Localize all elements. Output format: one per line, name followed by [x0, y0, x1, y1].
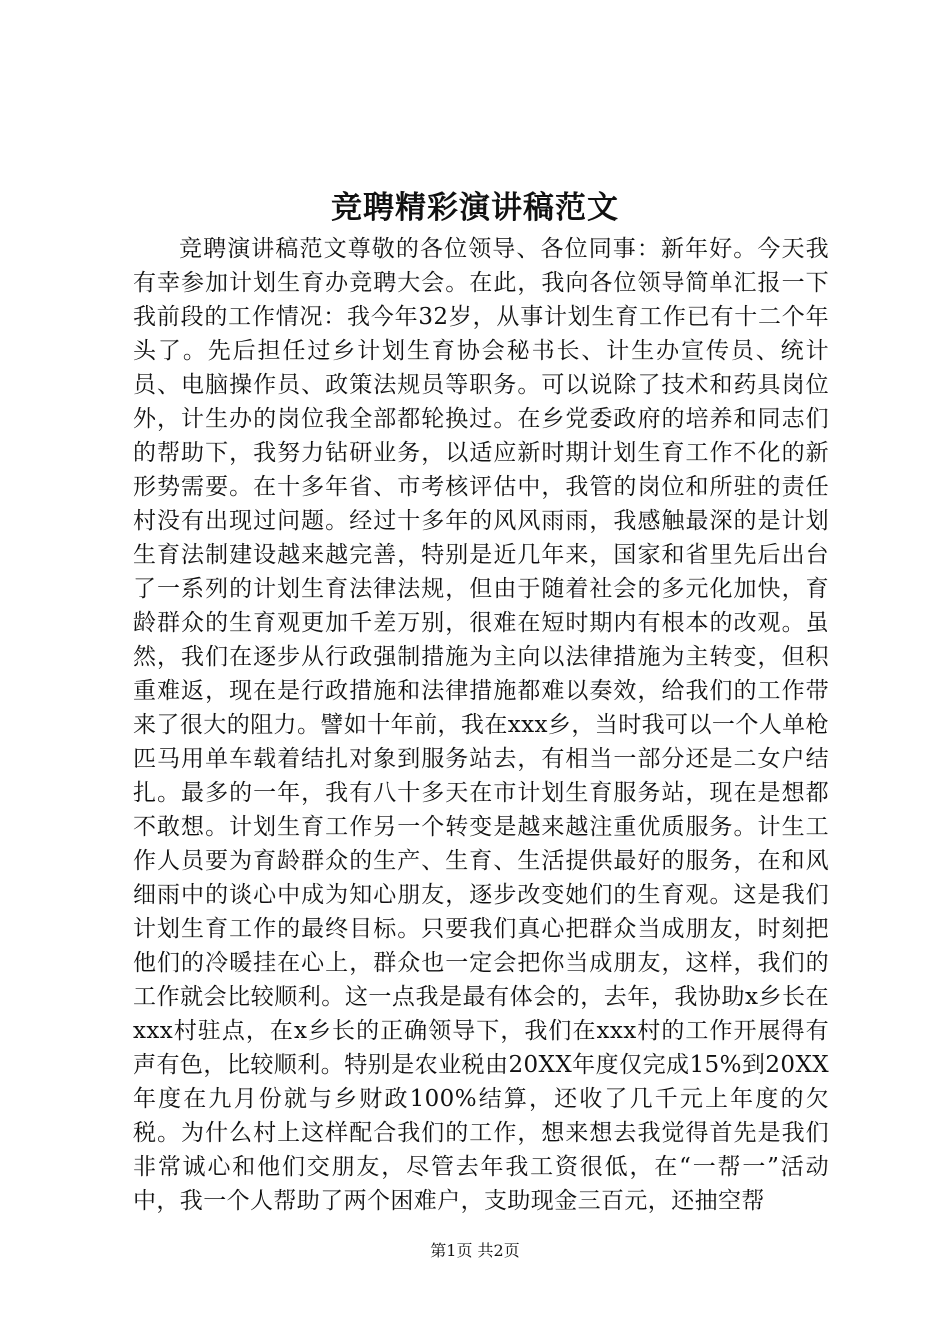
page-title: 竞聘精彩演讲稿范文 [331, 190, 619, 226]
page-number: 第1页 共2页 [430, 1241, 520, 1260]
body-paragraph: 竞聘演讲稿范文尊敬的各位领导、各位同事：新年好。今天我有幸参加计划生育办竞聘大会。在此，我向各位领导简单汇报一下我前段的工作情况：我今年32岁，从事计划生育工作已有十二个年头了。先后担任过乡计划生育协会秘书长、计生办宣传员、统计员、电脑操作员、政策法规员等职务。可以说除了技术和药具岗位外，计生办的岗位我全部都轮换过。在乡党委政府的培养和同志们的帮助下，我努力钻研业务，以适应新时期计划生育工作不化的新形势需要。在十多年省、市考核评估中，我管的岗位和所驻的责任村没有出现过问题。经过十多年的风风雨雨，我感触最深的是计划生育法制建设越来越完善，特别是近几年来，国家和省里先后出台了一系列的计划生育法律法规，但由于随着社会的多元化加快，育龄群众的生育观更加千差万别，很难在短时期内有根本的改观。虽然，我们在逐步从行政强制措施为主向以法律措施为主转变，但积重难返，现在是行政措施和法律措施都难以奏效，给我们的工作带来了很大的阻力。譬如十年前，我在xxx乡，当时我可以一个人单枪匹马用单车载着结扎对象到服务站去，有相当一部分还是二女户结扎。最多的一年，我有八十多天在市计划生育服务站，现在是想都不敢想。计划生育工作另一个转变是越来越注重优质服务。计生工作人员要为育龄群众的生产、生育、生活提供最好的服务，在和风细雨中的谈心中成为知心朋友，逐步改变她们的生育观。这是我们计划生育工作的最终目标。只要我们真心把群众当成朋友，时刻把他们的冷暖挂在心上，群众也一定会把你当成朋友，这样，我们的工作就会比较顺利。这一点我是最有体会的，去年，我协助x乡长在xxx村驻点，在x乡长的正确领导下，我们在xxx村的工作开展得有声有色，比较顺利。特别是农业税由20XX年度仅完成15%到20XX年度在九月份就与乡财政100%结算，还收了几千元上年度的欠税。为什么村上这样配合我们的工作，想来想去我觉得首先是我们非常诚心和他们交朋友，尽管去年我工资很低，在“一帮一”活动中，我一个人帮助了两个困难户，支助现金三百元，还抽空帮 [133, 236, 829, 1214]
